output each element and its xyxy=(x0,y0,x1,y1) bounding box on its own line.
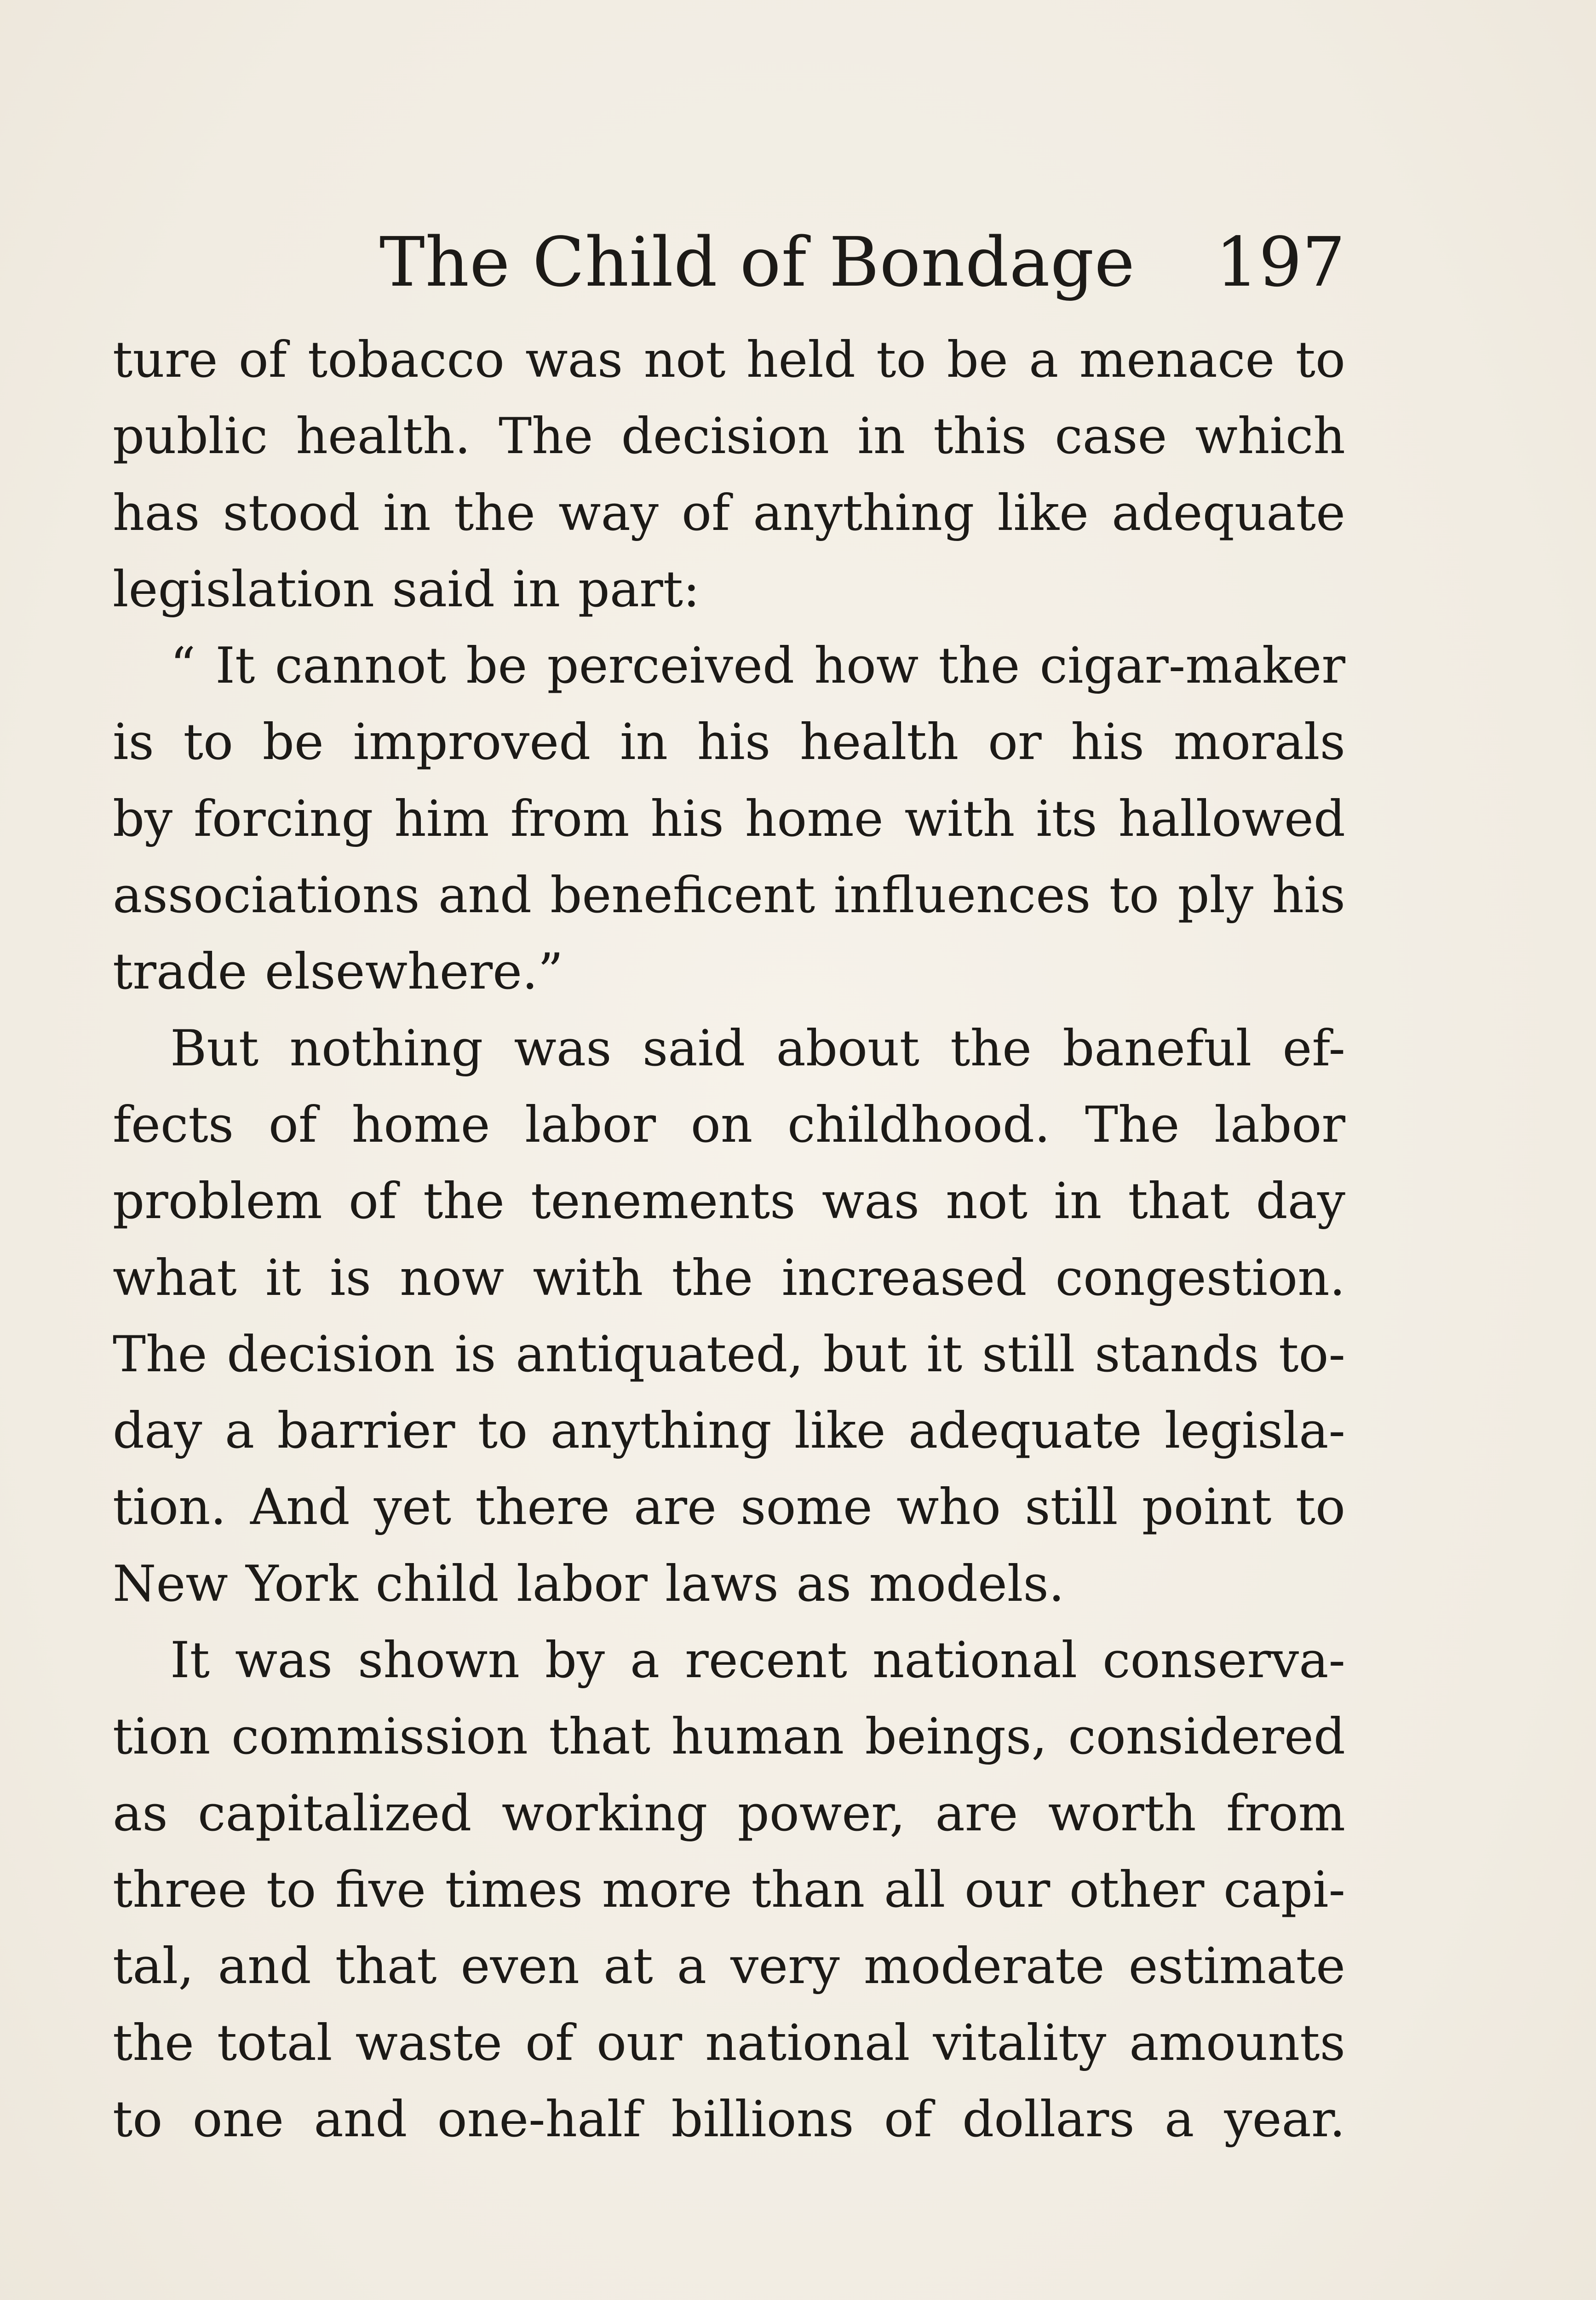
text-line: trade elsewhere.” xyxy=(113,943,563,1001)
text-line: tion. And yet there are some who still point to xyxy=(113,1478,1345,1536)
text-line: tal, and that even at a very moderate estimate xyxy=(113,1938,1345,1995)
text-line: three to five times more than all our other capi- xyxy=(113,1861,1345,1919)
text-line: But nothing was said about the baneful ef- xyxy=(170,1019,1345,1077)
text-line: New York child labor laws as models. xyxy=(113,1555,1065,1613)
page-number: 197 xyxy=(1215,223,1345,302)
text-line: The decision is antiquated, but it still stands to- xyxy=(113,1325,1345,1383)
text-line: associations and beneficent influences to ply his xyxy=(113,867,1345,925)
text-line: day a barrier to anything like adequate legisla- xyxy=(113,1402,1345,1460)
text-line: “ It cannot be perceived how the cigar-maker xyxy=(170,637,1345,695)
text-line: to one and one-half billions of dollars a year. xyxy=(113,2090,1345,2148)
running-title: The Child of Bondage xyxy=(379,223,1136,302)
text-line: as capitalized working power, are worth from xyxy=(113,1784,1345,1842)
body-text xyxy=(113,322,1345,2158)
text-line: public health. The decision in this case which xyxy=(113,408,1345,466)
text-line: has stood in the way of anything like adequate xyxy=(113,484,1345,542)
text-line: fects of home labor on childhood. The labor xyxy=(113,1096,1345,1154)
text-line: legislation said in part: xyxy=(113,560,700,618)
text-line: problem of the tenements was not in that day xyxy=(113,1173,1345,1230)
text-line: the total waste of our national vitality amounts xyxy=(113,2014,1345,2072)
text-line: what it is now with the increased congestion. xyxy=(113,1249,1345,1307)
text-line: by forcing him from his home with its hallowed xyxy=(113,790,1345,848)
text-line: tion commission that human beings, considered xyxy=(113,1708,1345,1766)
text-line: ture of tobacco was not held to be a menace to xyxy=(113,331,1345,389)
text-line: It was shown by a recent national conserva- xyxy=(170,1632,1345,1690)
text-line: is to be improved in his health or his morals xyxy=(113,713,1345,771)
page-header xyxy=(113,216,1345,308)
